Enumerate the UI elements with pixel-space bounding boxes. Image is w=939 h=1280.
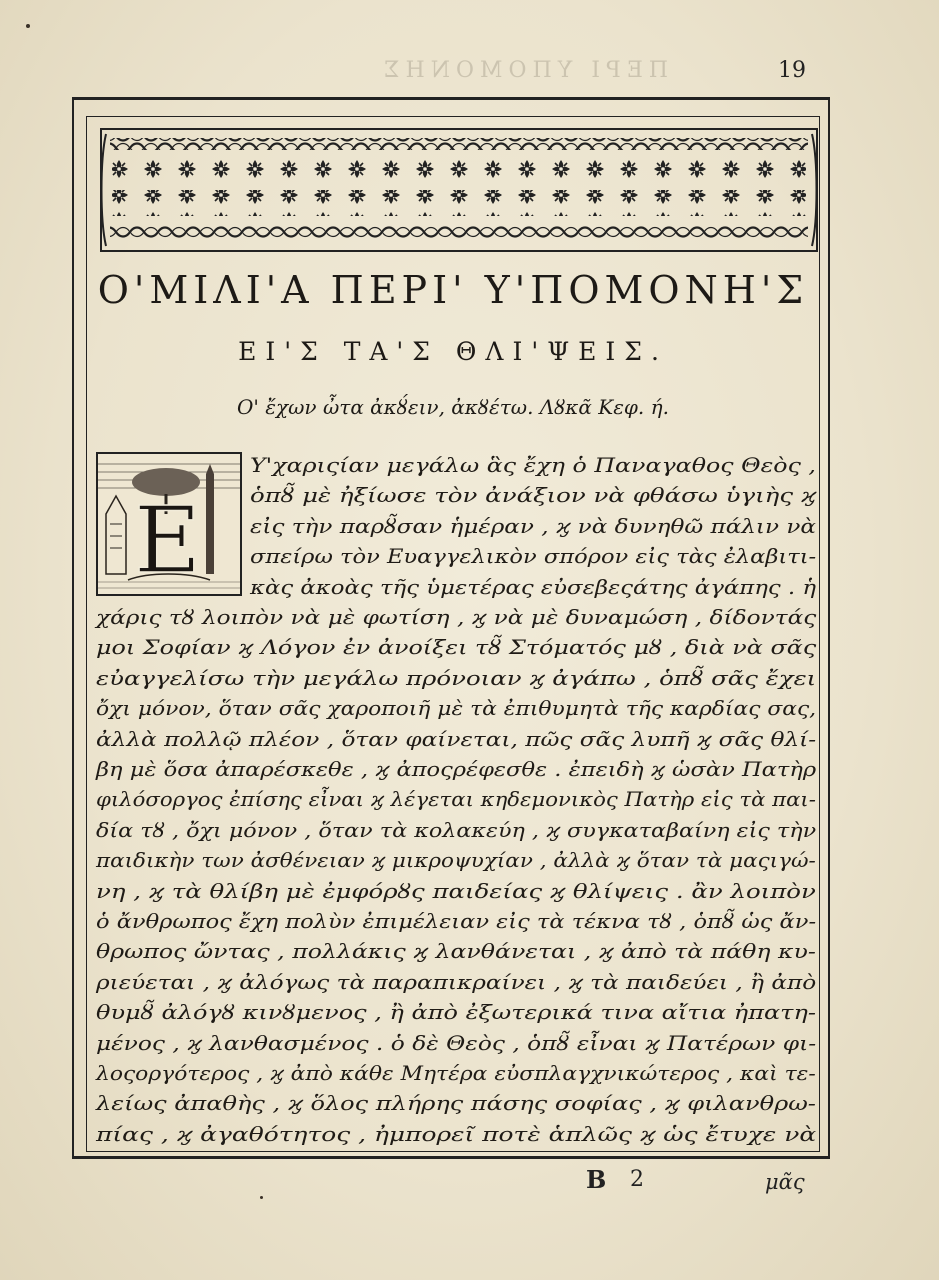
body-line: Υ'χαριςίαν μεγάλω ἃς ἔχη ὁ Παναγαθος Θεὸς , bbox=[250, 454, 816, 477]
dropcap-letter: E bbox=[134, 487, 202, 594]
body-line: εὐαγγελίσω τὴν μεγάλω πρόνοιαν ϗ ἀγάπω , ὁπȣ̃ σᾶς ἔχει bbox=[96, 666, 817, 690]
scripture-epigraph: Ο' ἔχων ὦτα ἀκȣ́ειν, ἀκȣέτω. Λȣκᾶ Κεφ. ή. bbox=[237, 395, 669, 419]
body-line: βη μὲ ὅσα ἀπαρέσκεθε , ϗ ἀποςρέφεσθε . ἐπειδὴ ϗ ὡσὰν Πατὴρ bbox=[96, 758, 817, 781]
body-line: κὰς ἀκοὰς τῆς ὑμετέρας εὐσεβεςάτης ἀγάπης . ἡ bbox=[250, 575, 817, 599]
body-line: παιδικὴν των ἀσθένειαν ϗ μικροψυχίαν , ἀλλὰ ϗ ὅταν τὰ μαςιγώ- bbox=[96, 849, 816, 873]
signature-mark: B bbox=[586, 1165, 607, 1194]
signature-number: 2 bbox=[630, 1167, 644, 1192]
body-line: ὁπȣ̃ μὲ ἠξίωσε τὸν ἀνάξιον νὰ φθάσω ὑγιὴς ϗ bbox=[250, 484, 817, 508]
body-line: λείως ἀπαθὴς , ϗ ὅλος πλήρης πάσης σοφίας , ϗ φιλανθρω- bbox=[96, 1092, 816, 1116]
body-line: μένος , ϗ λανθασμένος . ὁ δὲ Θεὸς , ὁπȣ̃ εἶναι ϗ Πατέρων φι- bbox=[96, 1031, 817, 1055]
body-line: νη , ϗ τὰ θλίβη μὲ ἐμφόρȣς παιδείας ϗ θλίψεις . ἂν λοιπὸν bbox=[96, 879, 816, 903]
body-line: θρωπος ὤντας , πολλάκις ϗ λανθάνεται , ϗ ἀπὸ τὰ πάθη κυ- bbox=[96, 940, 816, 964]
body-line: χάρις τȣ λοιπὸν νὰ μὲ φωτίση , ϗ νὰ μὲ δυναμώση , δίδοντάς bbox=[96, 606, 817, 629]
body-line: πίας , ϗ ἀγαθότητος , ἠμπορεῖ ποτὲ ἁπλῶς ϗ ὡς ἔτυχε νὰ bbox=[96, 1122, 817, 1146]
body-line: μοι Σοφίαν ϗ Λόγον ἐν ἀνοίξει τȣ̃ Στόματός μȣ , διὰ νὰ σᾶς bbox=[96, 636, 817, 660]
bleed-through-header: ΠΕΡΙ ΥΠΟΜΟΝΗΣ bbox=[377, 58, 668, 83]
body-line: δία τȣ , ὄχι μόνον , ὅταν τὰ κολακεύη , ϗ συγκαταβαίνη εἰς τὴν bbox=[96, 818, 817, 842]
catchword: μᾶς bbox=[765, 1170, 805, 1194]
ornament-band-icon bbox=[102, 130, 816, 250]
homily-subtitle: ΕΙ'Σ ΤΑ'Σ ΘΛΙ'ΨΕΙΣ. bbox=[238, 337, 668, 366]
homily-title: Ο'ΜΙΛΙ'Α ΠΕΡΙ' Υ'ΠΟΜΟΝΗ'Σ bbox=[97, 268, 809, 312]
ink-speck bbox=[26, 24, 30, 28]
body-line: ὄχι μόνον, ὅταν σᾶς χαροποιῆ μὲ τὰ ἐπιθυμητὰ τῆς καρδίας σας, bbox=[96, 697, 817, 721]
body-line: θυμȣ̃ ἀλόγȣ κινȣμενος , ἢ ἀπὸ ἐξωτερικά τινα αἴτια ἠπατη- bbox=[96, 1001, 816, 1025]
body-line: ριεύεται , ϗ ἀλόγως τὰ παραπικραίνει , ϗ τὰ παιδεύει , ἢ ἀπὸ bbox=[96, 970, 817, 994]
ink-speck bbox=[260, 1196, 263, 1199]
drop-cap-initial bbox=[96, 452, 242, 596]
body-line: σπείρω τὸν Ευαγγελικὸν σπόρον εἰς τὰς ἐλαβιτι- bbox=[250, 545, 817, 569]
body-line: φιλόσοργος ἐπίσης εἶναι ϗ λέγεται κηδεμονικὸς Πατὴρ εἰς τὰ παι- bbox=[96, 788, 816, 812]
page-number: 19 bbox=[778, 58, 806, 83]
body-line: ἀλλὰ πολλῷ πλέον , ὅταν φαίνεται, πῶς σᾶς λυπῆ ϗ σᾶς θλί- bbox=[96, 727, 817, 751]
decorative-headpiece bbox=[100, 128, 818, 252]
body-line: ὁ ἄνθρωπος ἔχη πολὺν ἐπιμέλειαν εἰς τὰ τέκνα τȣ , ὁπȣ̃ ὡς ἄν- bbox=[96, 910, 817, 933]
body-line: λοςοργότερος , ϗ ἀπὸ κάθε Μητέρα εὐσπλαγχνικώτερος , καὶ τε- bbox=[96, 1062, 816, 1085]
body-line: εἰς τὴν παρȣ̃σαν ἡμέραν , ϗ νὰ δυνηθῶ πάλιν νὰ bbox=[250, 514, 816, 538]
engraved-initial-icon bbox=[98, 454, 240, 594]
